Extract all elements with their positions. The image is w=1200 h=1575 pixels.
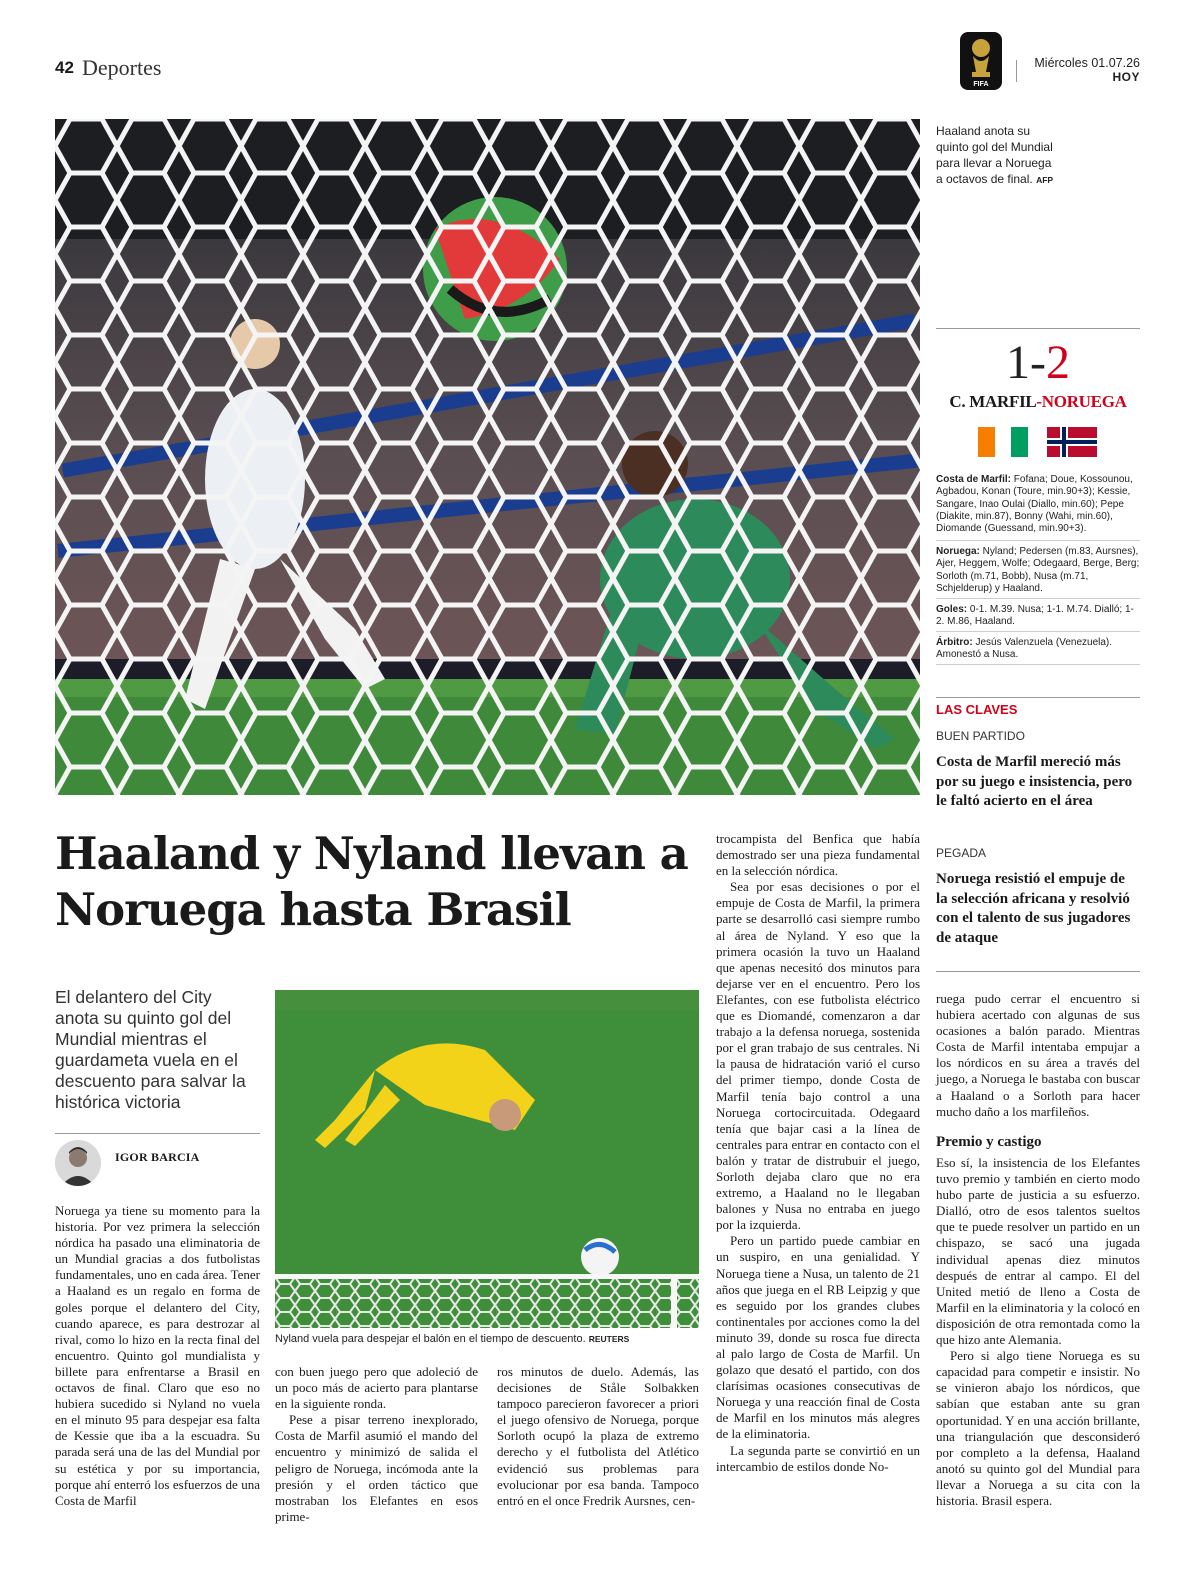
paragraph: Sea por esas decisiones o por el empuje de Costa de Marfil, la primera parte se desarrolló casi siempre rumbo al área de Nyland. Y eso que la primera ocasión la tuvo un Haaland que apenas necesitó dos minutos para dejarse ver en el encuentro. Pero los Elefantes, con ese futbolista eléctrico que es Diomandé, comenzaron a dar trabajo a la defensa noruega, sostenida por el gran trabajo de sus centrales. Ni la pausa de hidratación varió el curso del primer tiempo, donde Costa de Marfil tenía bajo control a una Noruega cortocircuitada. Odegaard tenía que bajar casi a la línea de centrales para entrar en contacto con el balón y tratar de distrubuir el juego, Sorloth dejaba claro que no era extremo, a Haaland no le llegaban balones y Nusa no entraba en juego por la izquierda. (716, 879, 920, 1233)
article-column-4 (716, 831, 920, 1475)
match-teams (936, 392, 1140, 412)
paragraph: con buen juego pero que adoleció de un poco más de acierto para plantarse en la siguiente ronda. (275, 1364, 478, 1412)
lineup-home (936, 474, 1140, 535)
lineup-separator (936, 631, 1140, 632)
article-column-2 (275, 1364, 478, 1525)
paragraph: Pero un partido puede cambiar en un suspiro, en una genialidad. Y Noruega tiene a Nusa, un talento de 21 años que juega en el RB Leipzig y que es seguido por los grandes clubes continentales por acciones como la del minuto 39, donde su rosca fue directa al palo largo de Costa de Marfil. Un golazo que desató el partido, con dos clarísimas ocasiones consecutivas de Noruega y una reacción final de Costa de Marfil en los minutos más alegres de la eliminatoria. (716, 1233, 920, 1442)
headline: Haaland y Nyland llevan a Noruega hasta Brasil (55, 827, 688, 936)
clave-text: Costa de Marfil mereció más por su juego e insistencia, pero le faltó acierto en el área (936, 754, 1133, 809)
away-score: 2 (1045, 336, 1070, 389)
norway-flag-icon (1047, 427, 1097, 457)
photo-credit: REUTERS (588, 1334, 630, 1344)
paragraph: trocampista del Benfica que había demostrado ser una pieza fundamental en la selección nórdica. (716, 831, 920, 879)
article-column-5 (936, 991, 1140, 1120)
main-photo (55, 119, 920, 795)
byline-rule (55, 1133, 260, 1134)
paragraph: La segunda parte se convirtió en un intercambio de estilos donde No- (716, 1442, 920, 1474)
clave-text: Noruega resistió el empuje de la selección africana y resolvió con el talento de sus jugadores de ataque (936, 871, 1131, 946)
match-score (936, 338, 1140, 388)
lineup-away-label: Noruega: (936, 546, 980, 557)
page-number: 42 (55, 58, 74, 77)
fifa-logo-text: FIFA (973, 81, 989, 88)
paragraph: ros minutos de duelo. Además, las decisiones de Ståle Solbakken tampoco parecieron favorecer a priori el juego ofensivo de Noruega, porque Sorloth ocupó la plaza de extremo derecho y el futbolista del Atlético evidenció sus problemas para evolucionar por esa banda. Tampoco entró en el once Fredrik Aursnes, cen- (497, 1364, 699, 1508)
subheadline: El delantero del City anota su quinto gol del Mundial mientras el guardameta vuela en el descuento para salvar la histórica victoria (55, 987, 246, 1112)
main-photo-caption (936, 123, 1056, 188)
claves-bottom-rule (936, 971, 1140, 972)
issue-date (1034, 56, 1140, 84)
article-subtitle: Premio y castigo (936, 1134, 1042, 1150)
photo-credit: AFP (1036, 175, 1054, 185)
secondary-photo (275, 990, 699, 1328)
team-dash: - (1036, 392, 1042, 411)
goals-info (936, 604, 1140, 629)
publication-name: HOY (1112, 70, 1140, 84)
author-avatar (55, 1140, 101, 1186)
article-column-1 (55, 1203, 260, 1509)
claves-title: LAS CLAVES (936, 702, 1018, 717)
score-dash: - (1030, 336, 1046, 389)
lineup-separator (936, 664, 1140, 665)
section-title: Deportes (82, 55, 162, 80)
paragraph: ruega pudo cerrar el encuentro si hubiera acertado con algunas de sus ocasiones a balón parado. Mientras Costa de Marfil intentaba empujar a los nórdicos en su área a través del juego, a Noruega le bastaba con buscar a Haaland o a Sorloth para hacer mucho daño a los marfileños. (936, 991, 1140, 1119)
paragraph: Pero si algo tiene Noruega es su capacidad para competir e insistir. No se vinieron abajo los nórdicos, que sabían que estaban ante su gran oportunidad. Y en una acción brillante, una triangulación que desconsideró por completo a la defensa, Haaland anotó su quinto gol del Mundial para llevar a Noruega a su cita con la historia. Brasil espera. (936, 1348, 1140, 1508)
away-team: NORUEGA (1041, 392, 1127, 411)
lineup-separator (936, 540, 1140, 541)
world-cup-logo (960, 32, 1002, 90)
clave-kicker: PEGADA (936, 846, 987, 860)
goals-text: 0-1. M.39. Nusa; 1-1. M.74. Dialló; 1-2. M.86, Haaland. (936, 604, 1134, 628)
clave-kicker: BUEN PARTIDO (936, 729, 1025, 743)
paragraph: Eso sí, la insistencia de los Elefantes tuvo premio y también en cierto modo hubo parte de justicia a su esfuerzo. Dialló, otro de esos talentos sueltos que te puede resolver un partido en un chispazo, se sacó una jugada individual apenas diez minutos después de entrar al campo. El del United metió de lleno a Costa de Marfil en la eliminatoria y la colocó en disposición de otra remontada como la que hizo ante Alemania. (936, 1155, 1140, 1348)
goals-label: Goles: (936, 604, 968, 615)
lineup-home-label: Costa de Marfil: (936, 474, 1012, 485)
referee-info (936, 637, 1140, 662)
lineup-home-text: Fofana; Doue, Kossounou, Agbadou, Konan (Toure, min.90+3); Kessie, Sangare, Inao Oulai (Diallo, min.60); Pepe (Diakite, min.87), Bonny (Wahi, min.60), Diomande (Guessand, min.90+3). (936, 474, 1133, 535)
lineup-away-text: Nyland; Pedersen (m.83, Aursnes), Ajer, Heggem, Wolfe; Odegaard, Berge, Berg; Sorloth (m.71, Bobb), Nusa (m.71, Schjelderup) y Haaland. (936, 546, 1140, 594)
referee-label: Árbitro: (936, 637, 973, 648)
header-divider (1016, 60, 1017, 82)
home-team: C. MARFIL (949, 392, 1037, 411)
score-top-rule (936, 328, 1140, 329)
caption-text: Haaland anota su quinto gol del Mundial para llevar a Noruega a octavos de final. (936, 124, 1053, 186)
paragraph: Pese a pisar terreno inexplorado, Costa de Marfil asumió el mando del encuentro y minimizó de salida el peligro de Noruega, incómoda ante la presión y el orden táctico que mostraban los Elefantes en esos prime- (275, 1412, 478, 1524)
paragraph: Noruega ya tiene su momento para la historia. Por vez primera la selección nórdica ha pasado una eliminatoria de un Mundial gracias a dos futbolistas fundamentales, uno en cada área. Tener a Haaland es un regalo en forma de goles porque el delantero del City, cuando aparece, es para destrozar al rival, como lo hizo en la recta final del encuentro. Quinto gol mundialista y billete para enfrentarse a Brasil en octavos de final. Claro que eso no hubiera sucedido si Nyland no vuela en el minuto 95 para despejar esa falta de Kessie que iba a la escuadra. Su parada será una de las del Mundial por su estética y por su importancia, porque ahí enterró los esfuerzos de una Costa de Marfil (55, 1203, 260, 1508)
referee-text: Jesús Valenzuela (Venezuela). Amonestó a Nusa. (936, 637, 1113, 661)
lineup-separator (936, 598, 1140, 599)
home-score: 1 (1006, 336, 1030, 389)
article-column-3 (497, 1364, 699, 1509)
date-text: Miércoles 01.07.26 (1034, 56, 1140, 70)
article-column-5b (936, 1155, 1140, 1509)
ivory-coast-flag-icon (978, 427, 1028, 457)
secondary-photo-caption (275, 1333, 699, 1345)
author-name: IGOR BARCIA (115, 1150, 200, 1164)
caption-text: Nyland vuela para despejar el balón en el tiempo de descuento. (275, 1333, 586, 1345)
lineup-away (936, 546, 1140, 595)
claves-top-rule (936, 697, 1140, 698)
